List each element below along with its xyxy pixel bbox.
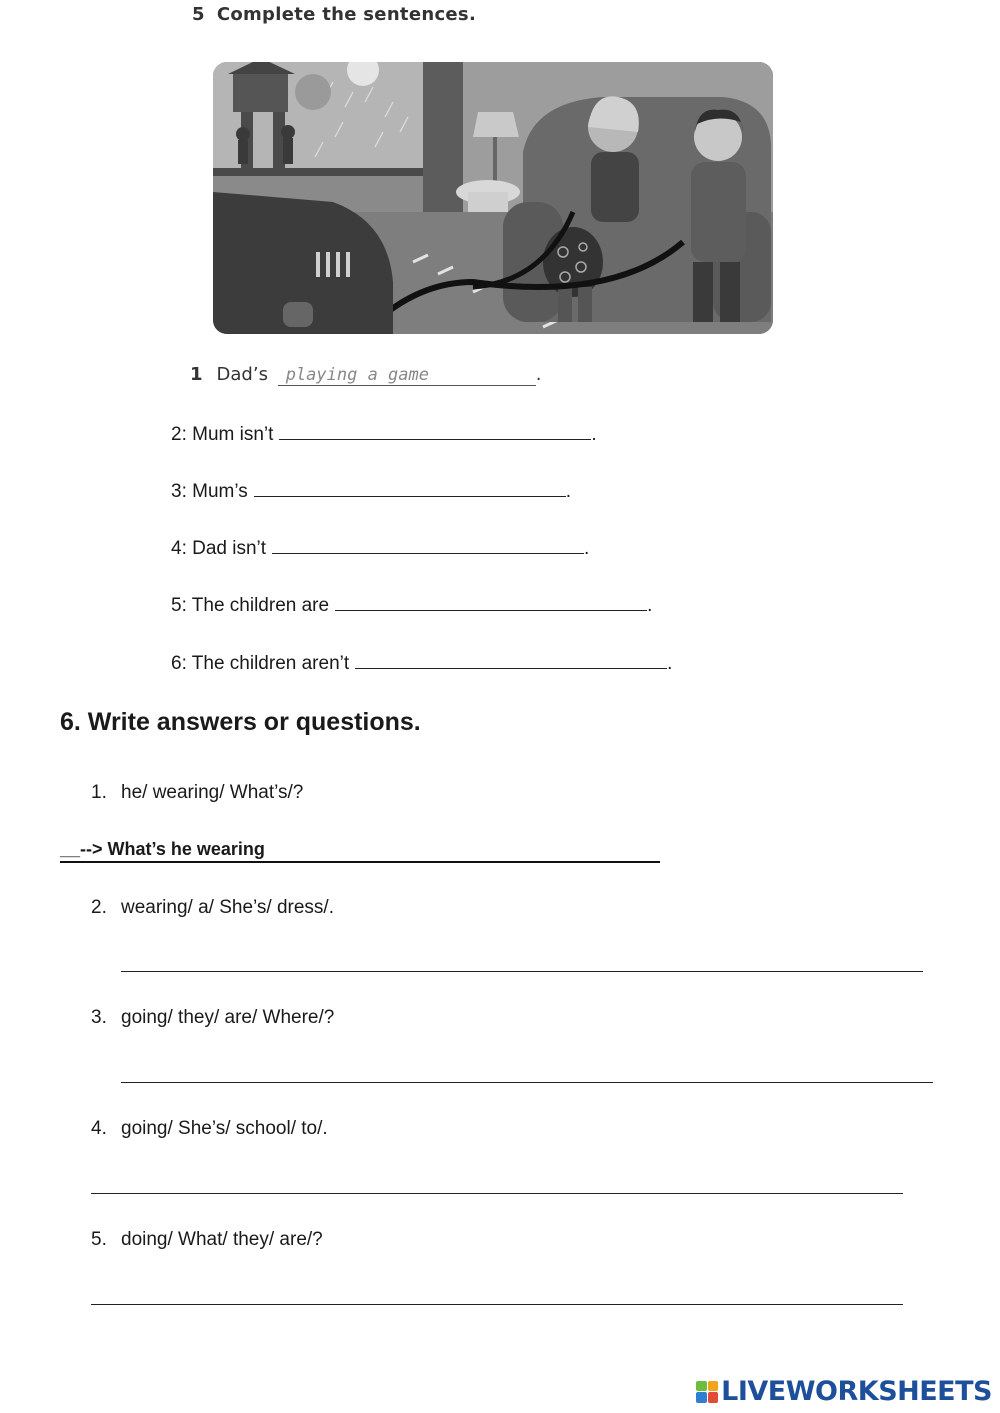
sentence-label: 2: Mum isn’t bbox=[171, 424, 274, 445]
liveworksheets-logo bbox=[696, 1376, 992, 1407]
sentence-item bbox=[171, 650, 672, 676]
example-answer-line: __--> What’s he wearing bbox=[60, 838, 660, 863]
exercise-5-number: 5 bbox=[192, 4, 205, 25]
example-prefix: Dad’s bbox=[216, 364, 268, 385]
sentence-label: 6: The children aren’t bbox=[171, 653, 350, 674]
sentence-item bbox=[171, 478, 571, 504]
logo-square-green bbox=[696, 1381, 707, 1392]
question-prompt: going/ She’s/ school/ to/. bbox=[121, 1118, 328, 1139]
question-prompt: he/ wearing/ What’s/? bbox=[121, 782, 304, 803]
question-number: 3. bbox=[91, 1007, 107, 1028]
logo-square-blue bbox=[696, 1392, 707, 1403]
question-item bbox=[91, 896, 334, 920]
sentence-end: . bbox=[591, 424, 597, 445]
question-item bbox=[91, 1006, 334, 1030]
sentence-label: 3: Mum’s bbox=[171, 481, 248, 502]
question-number: 1. bbox=[91, 782, 107, 803]
sentence-label: 5: The children are bbox=[171, 595, 330, 616]
example-suffix: . bbox=[535, 364, 542, 385]
sentence-end: . bbox=[565, 481, 572, 502]
exercise-5-title: Complete the sentences. bbox=[216, 4, 477, 25]
sentence-item bbox=[171, 535, 589, 561]
question-number: 2. bbox=[91, 897, 107, 918]
question-item bbox=[91, 781, 303, 805]
example-sentence bbox=[190, 364, 541, 386]
family-living-room-illustration bbox=[213, 62, 773, 334]
question-item bbox=[91, 1228, 323, 1252]
exercise-6-title: 6. Write answers or questions. bbox=[60, 708, 421, 736]
question-prompt: going/ they/ are/ Where/? bbox=[121, 1007, 335, 1028]
answer-line[interactable] bbox=[91, 1304, 903, 1305]
question-number: 4. bbox=[91, 1118, 107, 1139]
logo-square-red bbox=[708, 1392, 719, 1403]
example-number: 1 bbox=[190, 364, 203, 385]
illustration-svg bbox=[213, 62, 773, 334]
logo-square-orange bbox=[708, 1381, 719, 1392]
sentence-item bbox=[171, 592, 652, 618]
question-item bbox=[91, 1117, 328, 1141]
logo-text: LIVEWORKSHEETS bbox=[721, 1376, 992, 1407]
answer-line[interactable] bbox=[121, 1082, 933, 1083]
answer-blank[interactable] bbox=[254, 478, 566, 497]
answer-blank[interactable] bbox=[272, 535, 584, 554]
sentence-label: 4: Dad isn’t bbox=[171, 538, 267, 559]
logo-mark-icon bbox=[696, 1381, 718, 1403]
answer-line[interactable] bbox=[121, 971, 923, 972]
answer-blank[interactable] bbox=[335, 592, 647, 611]
exercise-5-heading bbox=[192, 4, 476, 25]
example-answer: playing a game bbox=[278, 365, 536, 386]
sentence-item bbox=[171, 421, 597, 447]
sentence-end: . bbox=[584, 538, 590, 559]
question-prompt: wearing/ a/ She’s/ dress/. bbox=[121, 897, 334, 918]
sentence-end: . bbox=[667, 653, 673, 674]
answer-line[interactable] bbox=[91, 1193, 903, 1194]
answer-blank[interactable] bbox=[355, 650, 667, 669]
sentence-end: . bbox=[647, 595, 653, 616]
question-number: 5. bbox=[91, 1229, 107, 1250]
answer-blank[interactable] bbox=[279, 421, 591, 440]
question-prompt: doing/ What/ they/ are/? bbox=[121, 1229, 323, 1250]
